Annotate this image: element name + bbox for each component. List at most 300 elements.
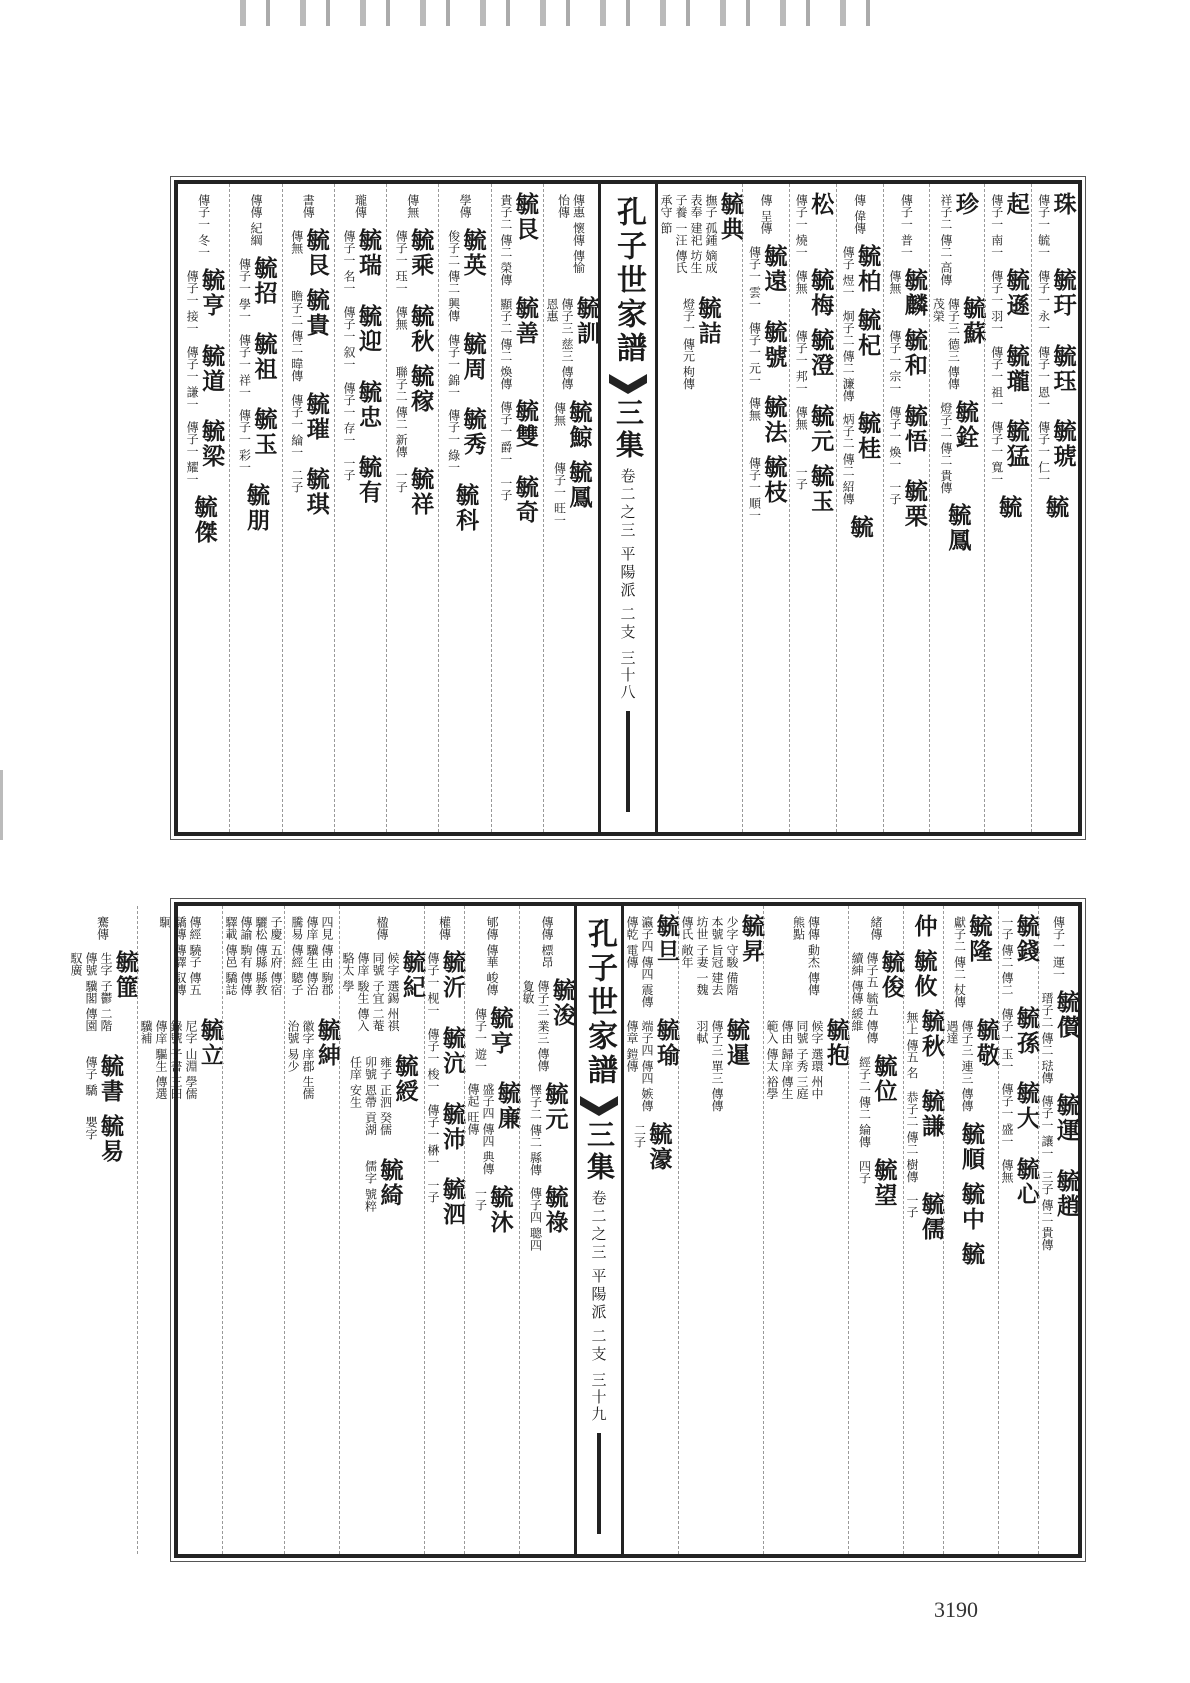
genealogy-entry (184, 267, 226, 334)
lineage-note: 傳子一 學一 (237, 257, 252, 322)
genealogy-entry (289, 228, 328, 278)
lineage-note: 騫傳 (95, 916, 110, 940)
genealogy-entry (995, 495, 1023, 521)
genealogy-entry (341, 228, 383, 294)
lineage-note: 傳子一 普一 (899, 194, 914, 258)
genealogy-entry (658, 192, 745, 286)
person-name: 毓昇 (738, 914, 765, 964)
genealogy-entry (196, 192, 212, 258)
lineage-note: 傳子五 毓五 傳傳 續紳 傳傳 緩維 (850, 952, 879, 1044)
person-name: 毓艮 (302, 228, 330, 278)
lineage-note: 學傳 (458, 194, 473, 218)
person-name: 毓鯨 (565, 400, 593, 450)
genealogy-entry (912, 914, 936, 939)
genealogy-entry (374, 914, 390, 940)
genealogy-entry (840, 411, 882, 505)
lineage-note: 傳子一 綠一 (446, 409, 461, 474)
person-name: 毓鳳 (944, 503, 972, 554)
lineage-note: 一子 (394, 469, 409, 494)
person-name: 毓中 (958, 1181, 985, 1232)
person-name: 毓祿 (541, 1185, 569, 1236)
genealogy-entry (393, 228, 435, 294)
branch-label: 平陽派 (618, 546, 637, 600)
genealogy-entry (184, 419, 226, 486)
lineage-note: 二子 (632, 1124, 647, 1148)
genealogy-entry (999, 1157, 1038, 1207)
person-name: 毓元 (807, 403, 835, 454)
genealogy-entry (192, 495, 216, 545)
lineage-note: 炳子二 傳二 紹傳 (841, 413, 856, 505)
genealogy-entry (840, 243, 882, 298)
person-name: 毓攸 (910, 949, 938, 999)
person-name: 毓號 (760, 319, 788, 370)
genealogy-column (678, 906, 763, 1554)
person-name: 毓和 (900, 327, 928, 378)
lineage-note: 傳傳 動杰 傳傳 熊點 (791, 916, 821, 996)
genealogy-entry (999, 914, 1038, 996)
lineage-note: 傳子一 宗一 (887, 329, 902, 394)
lineage-note: 郇傳 傳華 峻傳 (485, 916, 499, 996)
genealogy-entry (1036, 344, 1075, 410)
person-name: 毓秋 (407, 303, 435, 354)
volume-label: 三集 (583, 1120, 616, 1184)
genealogy-column (943, 906, 998, 1554)
person-name: 毓廉 (494, 1081, 521, 1132)
lineage-note: 傳經 驍子 傳五 驕傳 傳驛 馭傳 駉 (158, 916, 202, 996)
genealogy-column (883, 184, 930, 832)
person-name: 毓梁 (198, 419, 226, 470)
person-name: 毓典 (717, 192, 745, 242)
genealogy-entry (244, 483, 268, 533)
genealogy-entry (852, 192, 868, 234)
genealogy-entry (904, 1009, 943, 1079)
genealogy-entry (446, 228, 485, 322)
lineage-note: 炯子二 傳二 濂傳 (841, 309, 856, 402)
person-name: 毓法 (760, 395, 788, 446)
person-name: 毓順 (958, 1121, 985, 1172)
person-name: 毓猛 (1002, 419, 1030, 470)
lineage-note: 傳子一 錦一 (446, 333, 461, 398)
lineage-note: 傳子一 仁一 (1036, 421, 1051, 486)
genealogy-column (229, 184, 281, 832)
lineage-note: 四子 (857, 1159, 872, 1184)
genealogy-entry (624, 914, 678, 1008)
person-name: 毓書 (97, 1054, 124, 1104)
lineage-note: 傳子三 連三 傳傳 遇達 (945, 1019, 974, 1112)
left-half-columns (178, 184, 598, 832)
genealogy-entry (248, 192, 264, 246)
genealogy-column (929, 184, 987, 832)
person-name: 毓俊 (878, 950, 905, 1000)
genealogy-column (1031, 184, 1078, 832)
genealogy-entry (552, 460, 591, 526)
genealogy-entry (848, 515, 872, 540)
lineage-note: 盛子四 傳四 典傳 傳起 旺傳 (466, 1083, 495, 1176)
lineage-note: 懌子二 傳二 縣傳 (528, 1083, 543, 1176)
lineage-note: 傳子三 單三 傳傳 羽軾 (695, 1020, 724, 1112)
genealogy-column (334, 184, 386, 832)
lineage-note: 瀛子四 傳四 震傳 傳乾 電傳 (625, 916, 654, 1008)
lineage-note: 傳子一 祥一 (237, 333, 252, 398)
lineage-note: 傳子一 永一 (1036, 269, 1051, 334)
person-name: 毓傑 (190, 495, 218, 546)
lineage-note: 傳子一 讓一 (1040, 1095, 1054, 1160)
person-name: 毓心 (1013, 1157, 1040, 1208)
sub-branch-label: 二支 (618, 606, 637, 642)
person-name: 毓銓 (951, 399, 979, 450)
lineage-note: 儒字 號粹 (363, 1160, 378, 1212)
genealogy-entry (887, 479, 926, 529)
genealogy-entry (425, 1026, 464, 1092)
genealogy-column (984, 184, 1031, 832)
lineage-note: 傳傳 紀綱 (248, 194, 263, 246)
person-name: 毓瑞 (355, 228, 383, 278)
sub-branch-label: 二支 (589, 1328, 608, 1364)
center-margin (574, 906, 624, 1554)
center-rule (597, 1433, 601, 1534)
person-name: 珠 (1049, 192, 1077, 217)
lineage-note: 傳子一 祖一 (989, 345, 1004, 410)
genealogy-entry (520, 978, 574, 1072)
genealogy-entry (952, 914, 991, 1008)
page-label: 三十九 (589, 1372, 608, 1423)
volume-label: 三集 (612, 398, 645, 462)
genealogy-entry (363, 1158, 402, 1212)
person-name: 毓敬 (973, 1017, 1000, 1068)
genealogy-column (763, 906, 848, 1554)
genealogy-entry (446, 332, 485, 398)
genealogy-entry (68, 950, 137, 1044)
fishtail-mark-icon (609, 374, 647, 394)
person-name: 毓梅 (807, 267, 835, 318)
lineage-note: 傳子一 南一 (989, 194, 1004, 258)
person-name: 毓謙 (918, 1088, 945, 1139)
book-title: 孔子世家譜 (582, 918, 617, 1088)
genealogy-entry (236, 407, 278, 474)
genealogy-entry (95, 914, 111, 940)
person-name: 起 (1002, 192, 1030, 217)
person-name: 毓浚 (549, 977, 576, 1028)
lineage-note: 四見 傳由 駒郡 傳庠 驥生 傳治 騰易 傳經 驄子 (290, 916, 334, 996)
lineage-note: 顯子二 傳二 煥傳 (498, 297, 513, 390)
lineage-note: 燈子一 傳元 枸傳 (681, 298, 696, 390)
person-name: 毓遠 (760, 243, 788, 294)
person-name: 毓桂 (854, 411, 882, 462)
genealogy-entry (289, 392, 328, 458)
genealogy-entry (446, 407, 485, 473)
lineage-note: 傳傳 標昂 (540, 916, 554, 968)
genealogy-page-top (174, 180, 1082, 836)
person-name: 毓遜 (1002, 267, 1030, 318)
genealogy-column (222, 906, 284, 1554)
genealogy-column (658, 184, 745, 832)
genealogy-column (543, 184, 598, 832)
lineage-note: 俊子二 傳二 興傳 (446, 230, 461, 322)
lineage-note: 傳子一 順一 (747, 457, 762, 522)
lineage-note: 傳子一 邦一 (794, 329, 809, 394)
genealogy-entry (944, 503, 972, 554)
lineage-note: 傳無 (794, 405, 809, 430)
genealogy-entry (632, 1122, 671, 1172)
person-name: 毓招 (250, 255, 278, 306)
genealogy-entry (989, 192, 1028, 258)
center-margin (598, 184, 658, 832)
person-name: 毓隆 (965, 914, 993, 964)
person-name: 毓科 (452, 483, 480, 534)
lineage-note: 楹傳 (375, 916, 389, 940)
genealogy-entry (857, 1054, 896, 1148)
lineage-note: 二子 (289, 469, 304, 494)
genealogy-entry (868, 914, 884, 940)
person-name: 毓琥 (1049, 419, 1077, 470)
genealogy-column (742, 184, 789, 832)
person-name: 毓孫 (1013, 1005, 1040, 1056)
person-name: 毓立 (197, 1018, 224, 1068)
genealogy-entry (437, 914, 453, 940)
genealogy-entry (959, 1122, 983, 1172)
lineage-note: 傳子 驕 (84, 1056, 98, 1096)
lineage-note: 傳子一 玉一 (1000, 1007, 1014, 1072)
lineage-note: 傳子一 名一 (342, 230, 357, 294)
lineage-note: 傳無 (887, 269, 902, 294)
fishtail-mark-icon (580, 1096, 618, 1116)
lineage-note: 傳子一 遊一 (473, 1007, 488, 1072)
person-name: 毓珏 (1049, 343, 1077, 394)
lineage-note: 傳無 (405, 194, 420, 218)
person-name: 毓旦 (653, 914, 680, 964)
person-name: 毓運 (1053, 1093, 1080, 1144)
genealogy-entry (498, 192, 537, 286)
lineage-note: 傳惠 懷傳 傳愉 怡傳 (556, 194, 586, 274)
person-name: 毓鳳 (565, 460, 593, 510)
genealogy-entry (679, 914, 763, 1008)
person-name: 毓祥 (407, 467, 435, 518)
person-name: 毓祖 (250, 331, 278, 382)
genealogy-entry (857, 1158, 896, 1208)
lineage-note: 傳子一 恩一 (1036, 345, 1051, 410)
lineage-note: 傳子一 珏一 (394, 230, 409, 294)
lineage-note: 傳子一 枧一 (426, 952, 440, 1016)
genealogy-entry (930, 295, 987, 390)
lineage-note: 傳子一 冬一 (196, 194, 211, 258)
genealogy-entry (498, 399, 537, 465)
person-name: 毓易 (97, 1114, 124, 1164)
person-name: 毓詰 (694, 296, 722, 346)
genealogy-entry (793, 192, 835, 258)
genealogy-entry (473, 1185, 512, 1235)
person-name: 毓儧 (1053, 989, 1080, 1040)
lineage-note: 瓏傳 (353, 194, 368, 218)
lineage-note: 無上 傳五 名 (905, 1011, 919, 1079)
lineage-note: 一子 (473, 1187, 488, 1212)
genealogy-column (998, 906, 1038, 1554)
lineage-note: 傳子一 存一 (342, 381, 357, 446)
lineage-note: 傳無 (794, 269, 809, 294)
person-name: 毓善 (511, 295, 539, 346)
genealogy-entry (944, 1018, 998, 1112)
person-name: 毓沛 (439, 1101, 466, 1152)
genealogy-entry (1039, 990, 1078, 1084)
lineage-note: 傳子一 彩一 (237, 409, 252, 474)
genealogy-entry (887, 268, 926, 318)
genealogy-page-bottom (69, 902, 1082, 1558)
person-name: 仲 (910, 914, 938, 939)
person-name: 毓趙 (1053, 1169, 1080, 1220)
genealogy-entry (223, 914, 284, 1008)
person-name: 毓位 (870, 1054, 898, 1104)
lineage-note: 傳無 (747, 397, 762, 422)
genealogy-entry (793, 327, 835, 394)
person-name: 毓暹 (723, 1018, 750, 1068)
genealogy-entry (681, 296, 720, 390)
person-name: 毓元 (541, 1081, 569, 1132)
genealogy-entry (999, 1006, 1038, 1072)
person-name: 毓錢 (1013, 914, 1040, 964)
lineage-note: 瑨子二 傳二 琺傳 (1040, 991, 1054, 1084)
person-name: 珍 (951, 192, 979, 217)
lineage-note: 傳子 煜一 (841, 245, 856, 298)
person-name: 毓儒 (918, 1192, 945, 1243)
genealogy-entry (341, 455, 383, 506)
genealogy-entry (999, 1081, 1038, 1147)
lineage-note: 一子 (342, 457, 357, 482)
person-name: 毓瓏 (1002, 343, 1030, 394)
lineage-note: 一子 傳二 傳二 (1000, 916, 1014, 996)
person-name: 毓琪 (302, 467, 330, 518)
lineage-note: 生字 子鬱 二階 傳號 驥閣 傳園 馭廣 (69, 952, 113, 1032)
genealogy-column (789, 184, 836, 832)
genealogy-entry (393, 303, 435, 354)
genealogy-entry (938, 400, 977, 494)
lineage-note: 緒傳 (869, 916, 883, 940)
page-number: 3190 (934, 1597, 978, 1622)
genealogy-entry (1039, 1169, 1078, 1251)
person-name: 毓抱 (823, 1018, 850, 1068)
genealogy-entry (556, 192, 587, 286)
lineage-note: 撫子 孤鍾 嫡成 表奉 建祀 坊生 子養 一汪 傳氏 承守 節 (659, 194, 719, 274)
person-name: 毓道 (198, 343, 226, 394)
person-name: 毓迎 (355, 303, 383, 354)
person-name: 毓澄 (807, 327, 835, 378)
person-name: 毓沆 (439, 1025, 466, 1076)
lineage-note: 經子二 傳二 綸傳 (857, 1056, 872, 1148)
lineage-note: 傳無 (1000, 1159, 1014, 1184)
lineage-note: 傳 呈傳 (758, 194, 773, 234)
person-name: 毓綺 (376, 1158, 404, 1208)
genealogy-entry (300, 192, 316, 218)
genealogy-entry (236, 255, 278, 322)
genealogy-entry (289, 467, 328, 517)
genealogy-column (836, 184, 883, 832)
genealogy-entry (1051, 914, 1067, 980)
branch-label: 平陽派 (589, 1268, 608, 1322)
genealogy-entry (83, 1054, 122, 1104)
lineage-note: 少字 守駿 備階 本號 旨冠 建去 坊世 子妻 一魏 傳氏 敞年 (680, 916, 739, 996)
genealogy-entry (289, 914, 335, 1008)
genealogy-entry (959, 1242, 983, 1267)
lineage-note: 聯子二 傳二 新傳 (394, 365, 409, 458)
person-name: 毓稼 (407, 363, 435, 414)
lineage-note: 傳子一 運一 (1051, 916, 1066, 980)
person-name: 毓 (995, 495, 1023, 521)
genealogy-entry (353, 192, 369, 218)
genealogy-entry (746, 455, 788, 522)
person-name: 毓泗 (439, 1177, 466, 1228)
genealogy-entry (425, 1177, 464, 1227)
genealogy-entry (840, 307, 882, 402)
genealogy-entry (341, 379, 383, 446)
genealogy-entry (236, 331, 278, 398)
person-name: 毓訓 (573, 296, 600, 346)
lineage-note: 傳子一 梭一 (426, 1027, 440, 1092)
genealogy-entry (138, 1018, 222, 1112)
person-name: 毓秀 (459, 407, 487, 458)
person-name: 毓望 (870, 1157, 898, 1208)
genealogy-entry (465, 1081, 519, 1175)
lineage-note: 傳子一 燒一 (794, 194, 809, 258)
genealogy-column (848, 906, 903, 1554)
lineage-note: 傳子一 叙一 (342, 305, 357, 370)
person-name: 毓雙 (511, 399, 539, 450)
person-name: 毓周 (459, 331, 487, 382)
genealogy-entry (457, 192, 473, 218)
right-half-columns (658, 184, 1078, 832)
genealogy-entry (912, 949, 936, 999)
genealogy-entry (473, 1006, 512, 1072)
person-name: 毓亨 (198, 267, 226, 318)
genealogy-column (424, 906, 464, 1554)
genealogy-entry (285, 1018, 339, 1112)
person-name: 毓杞 (854, 307, 882, 358)
lineage-note: 傳子一 接一 (185, 269, 200, 334)
lineage-note: 獻子二 傳二 杖傳 (952, 916, 967, 1008)
genealogy-entry (340, 950, 424, 1044)
genealogy-entry (1036, 419, 1075, 485)
genealogy-column (284, 906, 339, 1554)
person-name: 毓 (1042, 495, 1070, 521)
scan-edge-mark (0, 770, 3, 840)
person-name: 毓忠 (355, 379, 383, 430)
genealogy-entry (989, 344, 1028, 410)
lineage-note: 傳子一 謙一 (185, 345, 200, 410)
genealogy-entry (904, 1192, 943, 1242)
genealogy-entry (746, 243, 788, 310)
book-title: 孔子世家譜 (611, 196, 646, 366)
genealogy-column (438, 184, 490, 832)
genealogy-column (386, 184, 438, 832)
genealogy-entry (989, 419, 1028, 485)
person-name: 毓 (846, 514, 874, 540)
genealogy-entry (393, 363, 435, 458)
lineage-note: 候字 選環 州中 同號 子秀 三庭 傳由 歸庠 傳生 範入 傳太 裕學 (765, 1020, 824, 1100)
lineage-note: 傳子一 毓一 (1036, 194, 1051, 258)
genealogy-entry (746, 395, 788, 446)
lineage-note: 傳子一 旺一 (552, 462, 567, 526)
genealogy-entry (887, 404, 926, 470)
genealogy-entry (746, 319, 788, 386)
lineage-note: 傳子一 元一 (747, 321, 762, 386)
genealogy-entry (425, 1102, 464, 1168)
left-half-columns (68, 906, 574, 1554)
person-name: 毓柏 (854, 243, 882, 294)
genealogy-entry (452, 483, 480, 534)
lineage-note: 恭子二 傳二 樹傳 (905, 1090, 919, 1183)
person-name: 毓紀 (399, 950, 426, 1000)
lineage-note: 傳子一 爵一 (498, 401, 513, 466)
person-name: 毓濠 (645, 1122, 673, 1172)
person-name: 毓 (958, 1241, 985, 1267)
genealogy-entry (393, 467, 435, 518)
